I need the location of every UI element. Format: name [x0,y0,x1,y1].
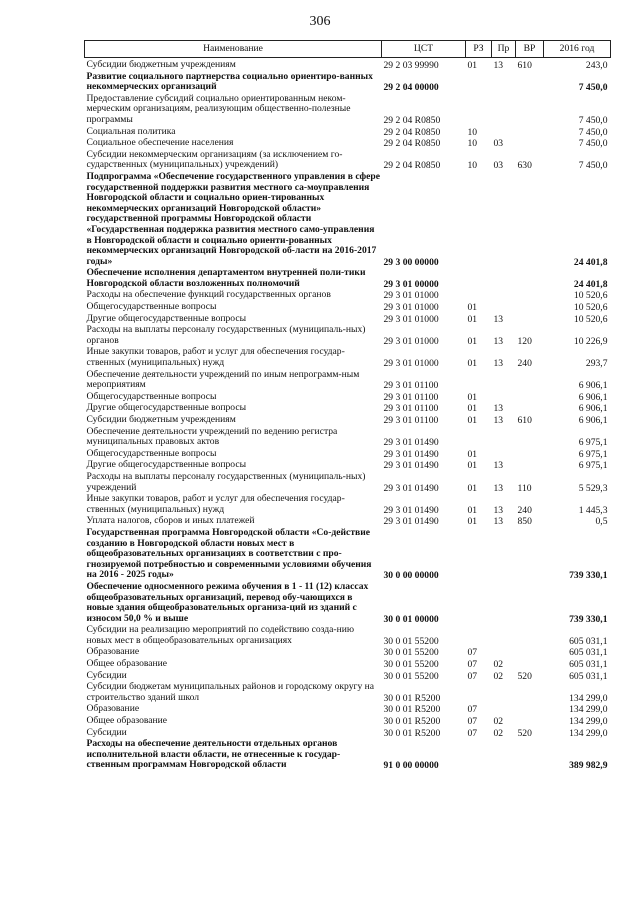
cell-name: Обеспечение деятельности учреждений по иным непрограмм-ным мероприятиям [86,368,360,391]
cell-name: Уплата налогов, сборов и иных платежей [86,515,255,527]
cell-rz [466,290,492,302]
cell-name: Другие общегосударственные вопросы [86,459,247,471]
cell-cst: 30 0 01 R5200 [383,692,441,704]
cell-name: Расходы на обеспечение функций государственных органов [86,289,331,301]
cell-sum: 605 031,1 [569,635,608,647]
cell-cst: 29 3 01 01000 [383,335,439,347]
cell-pr [492,625,516,647]
cell-pr: 13 [493,358,504,370]
cell-name: Подпрограмма «Обеспечение государственного управления в сфере государственной поддержки развития местного са-моуправления Новгородской области и социально ориен-тированных некоммерческих организаций Новгородской области» государственной программы Новгородской области «Государственная поддержка развития местного само-управления в Новгородской области и социально ориенти-рованных некоммерческих организаций Новгородской об-ласти на 2016-2017 годы» [86,170,380,267]
cell-rz: 01 [467,460,478,472]
cell-vr: 240 [517,504,532,516]
table-row [85,138,611,150]
cell-pr [492,582,516,625]
cell-vr [516,427,544,449]
cell-rz [466,427,492,449]
cell-rz [466,582,492,625]
cell-pr [492,370,516,392]
cell-rz: 01 [467,313,478,325]
cell-pr: 13 [493,516,504,528]
cell-vr [516,72,544,94]
cell-cst: 29 2 04 R0850 [383,126,441,138]
cell-sum: 134 299,0 [569,716,608,728]
header-pr: Пр [492,41,516,58]
cell-pr: 13 [493,313,504,325]
cell-cst: 29 3 01 01490 [383,516,439,528]
cell-vr [516,172,544,268]
cell-cst: 29 3 01 01100 [383,391,439,403]
table-row [85,94,611,127]
cell-name: Предоставление субсидий социально ориентированным неком-мерческим организациям, реализующим общественно-полезные программы [86,92,351,125]
cell-vr [516,682,544,704]
header-vr: ВР [516,41,544,58]
cell-cst: 30 0 01 55200 [383,670,439,682]
cell-cst: 29 3 01 01490 [383,460,439,472]
cell-pr: 02 [493,716,504,728]
cell-rz: 01 [467,403,478,415]
cell-sum: 6 975,1 [578,448,608,460]
cell-pr: 13 [493,335,504,347]
cell-name: Субсидии [86,726,127,738]
cell-sum: 10 520,6 [573,290,608,302]
cell-name: Обеспечение односменного режима обучения в 1 - 11 (12) классах общеобразовательных организаций, перевод обу-чающихся в новые здания общеобразовательных организа-ций из зданий с износом 50,0 % и выше [86,580,369,624]
table-row [85,302,611,314]
table-row [85,582,611,625]
cell-rz: 01 [467,302,478,314]
cell-name: Образование [86,703,140,715]
cell-rz [466,72,492,94]
cell-rz: 01 [467,516,478,528]
cell-cst: 29 2 04 R0850 [383,114,441,126]
cell-name: Субсидии бюджетным учреждениям [86,414,236,425]
cell-cst: 29 2 04 00000 [383,82,439,94]
cell-rz: 10 [467,126,478,138]
cell-rz [466,268,492,290]
table-row [85,58,611,72]
cell-vr: 630 [517,160,532,172]
cell-vr [516,647,544,659]
table-row [85,472,611,494]
cell-cst: 30 0 01 00000 [383,613,439,625]
cell-sum: 7 450,0 [578,82,608,94]
budget-table [84,40,611,772]
cell-vr: 610 [517,60,532,71]
cell-name: Общее образование [86,715,168,727]
cell-cst: 29 2 04 R0850 [383,138,441,150]
cell-pr: 03 [493,160,504,172]
header-cst: ЦСТ [382,41,466,58]
cell-sum: 24 401,8 [573,278,608,290]
header-name: Наименование [85,41,382,58]
table-row [85,739,611,772]
cell-rz: 01 [467,504,478,516]
cell-vr [516,370,544,392]
table-row [85,682,611,704]
cell-sum: 0,5 [595,516,608,528]
cell-cst: 29 3 01 01490 [383,504,439,516]
cell-vr: 240 [517,358,532,370]
cell-pr [492,427,516,449]
cell-cst: 30 0 00 00000 [383,570,439,582]
cell-rz: 07 [467,704,478,716]
cell-name: Субсидии некоммерческим организациям (за исключением го-сударственных (муниципальных) учреждений) [86,148,343,171]
cell-cst: 30 0 01 55200 [383,635,439,647]
cell-pr: 02 [493,659,504,671]
cell-rz: 01 [467,391,478,403]
cell-pr: 13 [493,460,504,472]
cell-cst: 29 3 01 01000 [383,313,439,325]
cell-name: Общегосударственные вопросы [86,390,217,402]
cell-vr: 110 [517,482,532,494]
cell-sum: 134 299,0 [569,727,608,739]
cell-sum: 605 031,1 [569,647,608,659]
cell-vr [516,739,544,772]
cell-pr [492,290,516,302]
cell-vr [516,528,544,582]
cell-sum: 739 330,1 [569,570,608,582]
cell-name: Образование [86,646,140,658]
cell-sum: 1 445,3 [578,504,608,516]
cell-sum: 389 982,9 [569,760,608,772]
cell-sum: 6 975,1 [578,460,608,472]
cell-pr [492,392,516,404]
cell-vr [516,392,544,404]
cell-sum: 6 906,1 [578,391,608,403]
cell-name: Государственная программа Новгородской области «Со-действие созданию в Новгородской области новых мест в общеобразовательных организациях в соответствии с про-гнозируемой потребностью и современными условиями обучения на 2016 - 2025 годы» [86,526,372,581]
cell-vr [516,314,544,326]
cell-cst: 30 0 01 55200 [383,659,439,671]
cell-cst: 29 2 03 99990 [383,60,439,71]
cell-cst: 30 0 01 R5200 [383,727,441,739]
header-year: 2016 год [544,41,611,58]
cell-cst: 30 0 01 R5200 [383,716,441,728]
table-row [85,325,611,347]
cell-name: Субсидии на реализацию мероприятий по содействию созда-нию новых мест в общеобразовательных организациях [86,624,355,646]
cell-rz [466,528,492,582]
cell-name: Иные закупки товаров, работ и услуг для обеспечения государ-ственных (муниципальных) нужд [86,493,345,515]
cell-vr [516,716,544,728]
cell-name: Субсидии бюджетным учреждениям [86,59,236,70]
page-number: 306 [309,14,331,29]
cell-pr [492,739,516,772]
cell-sum: 293,7 [585,358,608,370]
cell-vr [516,659,544,671]
cell-sum: 605 031,1 [569,670,608,682]
cell-sum: 6 906,1 [578,415,608,426]
cell-pr: 13 [493,403,504,415]
cell-rz: 01 [467,415,478,426]
table-row [85,268,611,290]
cell-sum: 134 299,0 [569,692,608,704]
cell-rz: 01 [467,335,478,347]
cell-cst: 29 3 01 01000 [383,358,439,370]
cell-sum: 134 299,0 [569,704,608,716]
table-row [85,72,611,94]
cell-vr [516,460,544,472]
cell-rz: 07 [467,727,478,739]
cell-cst: 29 3 01 01490 [383,448,439,460]
cell-cst: 30 0 01 55200 [383,647,439,659]
table-row [85,370,611,392]
cell-vr [516,704,544,716]
table-row [85,625,611,647]
cell-sum: 243,0 [585,60,608,71]
cell-sum: 10 226,9 [573,335,608,347]
cell-vr [516,127,544,139]
cell-sum: 7 450,0 [578,138,608,150]
cell-vr [516,582,544,625]
cell-vr [516,94,544,127]
cell-name: Расходы на выплаты персоналу государственных (муниципаль-ных) учреждений [86,470,366,493]
cell-rz [466,682,492,704]
cell-rz: 07 [467,716,478,728]
cell-name: Социальная политика [86,125,176,137]
cell-name: Субсидии бюджетам муниципальных районов и городскому округу на строительство зданий школ [86,681,375,703]
cell-rz: 10 [467,138,478,150]
cell-sum: 7 450,0 [578,114,608,126]
cell-sum: 605 031,1 [569,659,608,671]
cell-sum: 10 520,6 [573,302,608,314]
cell-name: Другие общегосударственные вопросы [86,312,247,324]
cell-pr [492,302,516,314]
cell-sum: 7 450,0 [578,126,608,138]
cell-pr: 13 [493,415,504,426]
header-rz: РЗ [466,41,492,58]
cell-pr [492,72,516,94]
cell-rz: 07 [467,670,478,682]
cell-rz: 07 [467,647,478,659]
cell-cst: 29 3 01 00000 [383,278,439,290]
cell-pr [492,704,516,716]
cell-cst: 30 0 01 R5200 [383,704,441,716]
cell-sum: 5 529,3 [578,482,608,494]
cell-name: Другие общегосударственные вопросы [86,402,247,414]
cell-cst: 29 3 01 01490 [383,437,439,449]
cell-rz [466,625,492,647]
cell-vr [516,403,544,415]
cell-sum: 10 520,6 [573,313,608,325]
cell-cst: 29 3 01 01100 [383,380,439,392]
cell-name: Общегосударственные вопросы [86,447,217,459]
table-row [85,427,611,449]
cell-cst: 29 3 01 01000 [383,302,439,314]
cell-vr [516,302,544,314]
cell-rz: 01 [467,358,478,370]
cell-vr: 520 [517,727,532,739]
table-row [85,415,611,427]
table-row [85,150,611,172]
cell-pr [492,172,516,268]
cell-pr [492,647,516,659]
table-row [85,716,611,728]
cell-name: Расходы на обеспечение деятельности отдельных органов исполнительной власти области, не отнесенные к государ-ственным программам Новгородской области [86,738,341,771]
cell-sum: 6 975,1 [578,437,608,449]
cell-rz [466,94,492,127]
cell-name: Развитие социального партнерства социально ориентиро-ванных некоммерческих организаций [86,70,373,93]
cell-pr: 02 [493,727,504,739]
cell-rz: 10 [467,160,478,172]
cell-pr: 03 [493,138,504,150]
cell-name: Расходы на выплаты персоналу государственных (муниципаль-ных) органов [86,324,366,346]
table-body [85,58,611,773]
cell-vr [516,625,544,647]
cell-pr: 02 [493,670,504,682]
cell-sum: 24 401,8 [573,256,608,268]
cell-cst: 29 3 01 01100 [383,403,439,415]
cell-pr: 13 [493,60,504,71]
cell-rz: 01 [467,448,478,460]
cell-rz: 01 [467,482,478,494]
cell-sum: 6 906,1 [578,403,608,415]
cell-sum: 7 450,0 [578,160,608,172]
table-row [85,494,611,516]
table-row [85,347,611,369]
cell-pr: 13 [493,504,504,516]
table-row [85,659,611,671]
table-row [85,172,611,268]
cell-cst: 29 3 01 01490 [383,482,439,494]
cell-rz: 01 [467,60,478,71]
cell-rz [466,172,492,268]
cell-name: Социальное обеспечение населения [86,137,234,149]
cell-name: Общегосударственные вопросы [86,301,217,313]
cell-vr [516,290,544,302]
cell-vr: 610 [517,415,532,426]
cell-cst: 91 0 00 00000 [383,760,439,772]
cell-vr [516,449,544,461]
cell-pr [492,127,516,139]
cell-pr: 13 [493,482,504,494]
cell-name: Иные закупки товаров, работ и услуг для обеспечения государ-ственных (муниципальных) нужд [86,346,345,369]
cell-rz [466,739,492,772]
cell-vr [516,138,544,150]
cell-vr: 520 [517,670,532,682]
cell-rz: 07 [467,659,478,671]
table-header-row [85,41,611,58]
cell-name: Обеспечение деятельности учреждений по ведению регистра муниципальных правовых актов [86,425,338,448]
cell-name: Обеспечение исполнения департаментом внутренней поли-тики Новгородской области возложенных полномочий [86,267,366,289]
cell-name: Субсидии [86,669,127,681]
cell-pr [492,268,516,290]
table-row [85,528,611,582]
cell-name: Общее образование [86,658,168,670]
cell-cst: 29 3 00 00000 [383,256,439,268]
cell-vr [516,268,544,290]
cell-sum: 739 330,1 [569,613,608,625]
cell-cst: 29 3 01 01100 [383,415,439,426]
cell-sum: 6 906,1 [578,380,608,392]
cell-pr [492,682,516,704]
cell-cst: 29 2 04 R0850 [383,160,441,172]
cell-vr: 850 [517,516,532,528]
cell-cst: 29 3 01 01000 [383,290,439,302]
cell-pr [492,94,516,127]
cell-pr [492,449,516,461]
cell-rz [466,370,492,392]
cell-vr: 120 [517,335,532,347]
cell-pr [492,528,516,582]
